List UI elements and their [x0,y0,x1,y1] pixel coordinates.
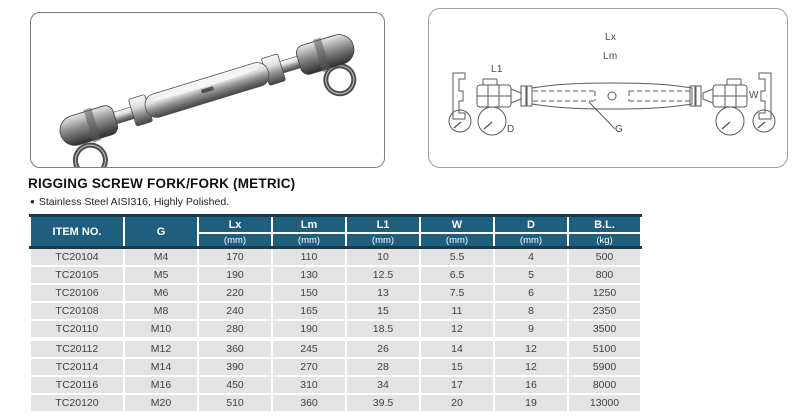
table-cell: 4 [494,248,568,267]
table-cell: M6 [124,284,198,302]
table-cell: TC20104 [30,248,124,267]
table-row [30,339,641,358]
table-cell: 110 [272,248,346,267]
table-cell: M12 [124,339,198,358]
table-cell: M20 [124,394,198,412]
table-cell: 12 [420,320,494,339]
table-cell: 9 [494,320,568,339]
column-unit: (mm) [494,233,568,248]
table-cell: 165 [272,302,346,320]
table-cell: 245 [272,339,346,358]
table-cell: M16 [124,376,198,394]
table-cell: 270 [272,358,346,376]
table-cell: TC20116 [30,376,124,394]
table-cell: 3500 [568,320,641,339]
table-cell: 10 [346,248,420,267]
table-cell: 5 [494,266,568,284]
dim-label-d: D [507,124,515,135]
table-cell: 7.5 [420,284,494,302]
table-row [30,284,641,302]
table-cell: M10 [124,320,198,339]
table-cell: 360 [198,339,272,358]
product-photo [31,13,384,167]
table-cell: 8000 [568,376,641,394]
table-cell: 16 [494,376,568,394]
table-cell: TC20106 [30,284,124,302]
table-row [30,266,641,284]
column-header: ITEM NO. [30,216,124,248]
table-cell: 12 [494,339,568,358]
table-cell: 170 [198,248,272,267]
table-cell: 12.5 [346,266,420,284]
column-unit: (mm) [272,233,346,248]
table-cell: 310 [272,376,346,394]
table-cell: 130 [272,266,346,284]
table-cell: 5100 [568,339,641,358]
table-cell: M4 [124,248,198,267]
table-cell: 5900 [568,358,641,376]
table-cell: 6.5 [420,266,494,284]
table-cell: 2350 [568,302,641,320]
header-row-labels [30,216,641,234]
table-cell: 15 [420,358,494,376]
column-unit: (mm) [420,233,494,248]
table-cell: 19 [494,394,568,412]
table-cell: 190 [272,320,346,339]
table-cell: 360 [272,394,346,412]
table-cell: TC20108 [30,302,124,320]
table-cell: 510 [198,394,272,412]
table-cell: TC20110 [30,320,124,339]
table-cell: 28 [346,358,420,376]
table-row [30,320,641,339]
table-cell: 26 [346,339,420,358]
column-header: D [494,216,568,234]
table-row [30,358,641,376]
table-cell: 20 [420,394,494,412]
column-header: L1 [346,216,420,234]
table-cell: TC20120 [30,394,124,412]
page-subtitle-text: Stainless Steel AISI316, Highly Polished. [38,196,230,208]
table-cell: 13000 [568,394,641,412]
bullet-icon: ● [30,197,35,206]
table-cell: 15 [346,302,420,320]
table-cell: 8 [494,302,568,320]
column-unit: (kg) [568,233,641,248]
column-unit: (mm) [346,233,420,248]
technical-diagram-box [428,8,788,168]
product-photo-box [30,12,385,168]
table-cell: 500 [568,248,641,267]
column-header: B.L. [568,216,641,234]
spec-table [29,214,642,413]
table-cell: 190 [198,266,272,284]
table-cell: 12 [494,358,568,376]
table-cell: 13 [346,284,420,302]
table-row [30,376,641,394]
column-header: W [420,216,494,234]
spec-table-body [30,248,641,413]
table-cell: M8 [124,302,198,320]
table-cell: 150 [272,284,346,302]
table-cell: 18.5 [346,320,420,339]
table-cell: 17 [420,376,494,394]
table-cell: TC20105 [30,266,124,284]
table-cell: TC20114 [30,358,124,376]
dim-label-lx: Lx [605,32,617,43]
table-cell: 240 [198,302,272,320]
spec-table-head [30,216,641,248]
column-header: Lm [272,216,346,234]
table-row [30,248,641,267]
dim-label-w: W [749,90,759,101]
table-cell: 1250 [568,284,641,302]
page-title: RIGGING SCREW FORK/FORK (METRIC) [28,176,296,191]
table-cell: M5 [124,266,198,284]
table-cell: 220 [198,284,272,302]
page-subtitle [30,196,229,208]
table-cell: 280 [198,320,272,339]
dim-label-lm: Lm [603,51,618,62]
table-cell: M14 [124,358,198,376]
table-cell: 11 [420,302,494,320]
table-cell: 6 [494,284,568,302]
table-cell: TC20112 [30,339,124,358]
dim-label-g: G [615,124,624,135]
table-cell: 800 [568,266,641,284]
table-row [30,394,641,412]
table-cell: 390 [198,358,272,376]
column-header: G [124,216,198,248]
table-cell: 39.5 [346,394,420,412]
dim-label-l1: L1 [491,64,503,75]
table-cell: 5.5 [420,248,494,267]
table-cell: 34 [346,376,420,394]
column-unit: (mm) [198,233,272,248]
table-cell: 14 [420,339,494,358]
table-row [30,302,641,320]
table-cell: 450 [198,376,272,394]
column-header: Lx [198,216,272,234]
